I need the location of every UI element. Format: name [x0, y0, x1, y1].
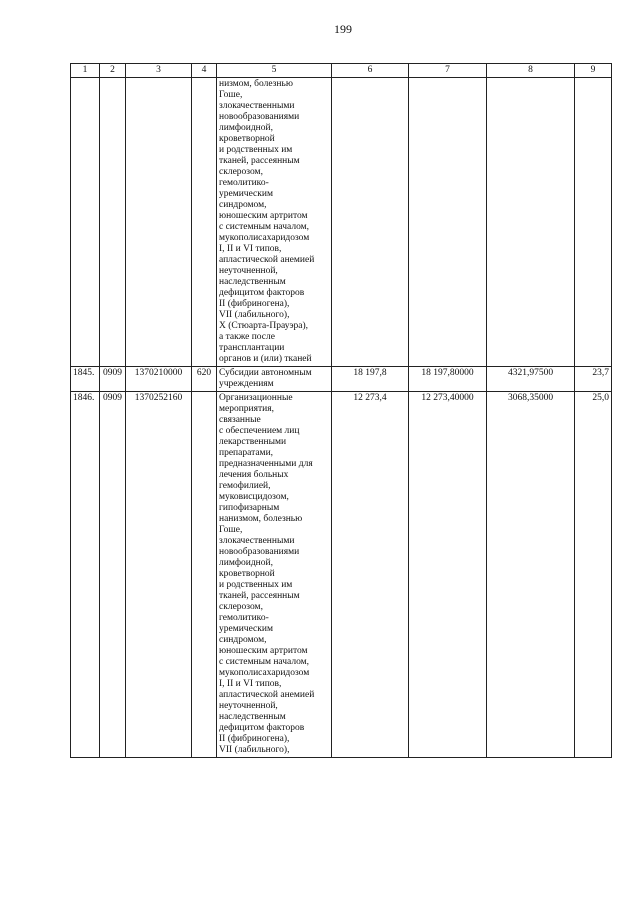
column-header: 5 — [217, 64, 332, 78]
column-header: 6 — [332, 64, 409, 78]
column-header: 3 — [126, 64, 192, 78]
column-header: 9 — [575, 64, 612, 78]
section-code-cell: 0909 — [100, 392, 126, 758]
amount-cell: 12 273,40000 — [409, 392, 487, 758]
percent-cell: 23,7 — [575, 367, 612, 392]
amount-cell — [332, 78, 409, 367]
target-article-cell: 1370252160 — [126, 392, 192, 758]
table-header-row — [71, 64, 612, 78]
expense-type-cell — [192, 78, 217, 367]
target-article-cell: 1370210000 — [126, 367, 192, 392]
amount-cell: 4321,97500 — [487, 367, 575, 392]
page-number: 199 — [334, 22, 352, 36]
description-cell: Субсидии автономным учреждениям — [217, 367, 332, 392]
table-row — [71, 367, 612, 392]
column-header: 4 — [192, 64, 217, 78]
section-code-cell — [100, 78, 126, 367]
amount-cell: 18 197,8 — [332, 367, 409, 392]
expense-type-cell: 620 — [192, 367, 217, 392]
description-cell: Организационные мероприятия, связанные с обеспечением лиц лекарственными препаратами, предназначенными для лечения больных гемофилией, муковисцидозом, гипофизарным нанизмом, болезнью Гоше, злокачественными новообразованиями лимфоидной, кроветворной и родственных им тканей, рассеянным склерозом, гемолитико- уремическим синдромом, юношеским артритом с системным началом, мукополисахаридозом I, II и VI типов, апластической анемией неуточненной, наследственным дефицитом факторов II (фибриногена), VII (лабильного), — [217, 392, 332, 758]
table-row — [71, 78, 612, 367]
expense-type-cell — [192, 392, 217, 758]
table-row — [71, 392, 612, 758]
row-number-cell: 1845. — [71, 367, 100, 392]
column-header: 7 — [409, 64, 487, 78]
amount-cell — [409, 78, 487, 367]
target-article-cell — [126, 78, 192, 367]
row-number-cell — [71, 78, 100, 367]
amount-cell: 12 273,4 — [332, 392, 409, 758]
amount-cell: 3068,35000 — [487, 392, 575, 758]
amount-cell — [487, 78, 575, 367]
budget-table — [70, 63, 612, 758]
section-code-cell: 0909 — [100, 367, 126, 392]
description-cell: низмом, болезнью Гоше, злокачественными новообразованиями лимфоидной, кроветворной и родственных им тканей, рассеянным склерозом, гемолитико- уремическим синдромом, юношеским артритом с системным началом, мукополисахаридозом I, II и VI типов, апластической анемией неуточненной, наследственным дефицитом факторов II (фибриногена), VII (лабильного), X (Стюарта-Прауэра), а также после трансплантации органов и (или) тканей — [217, 78, 332, 367]
percent-cell — [575, 78, 612, 367]
percent-cell: 25,0 — [575, 392, 612, 758]
column-header: 8 — [487, 64, 575, 78]
amount-cell: 18 197,80000 — [409, 367, 487, 392]
row-number-cell: 1846. — [71, 392, 100, 758]
column-header: 2 — [100, 64, 126, 78]
column-header: 1 — [71, 64, 100, 78]
